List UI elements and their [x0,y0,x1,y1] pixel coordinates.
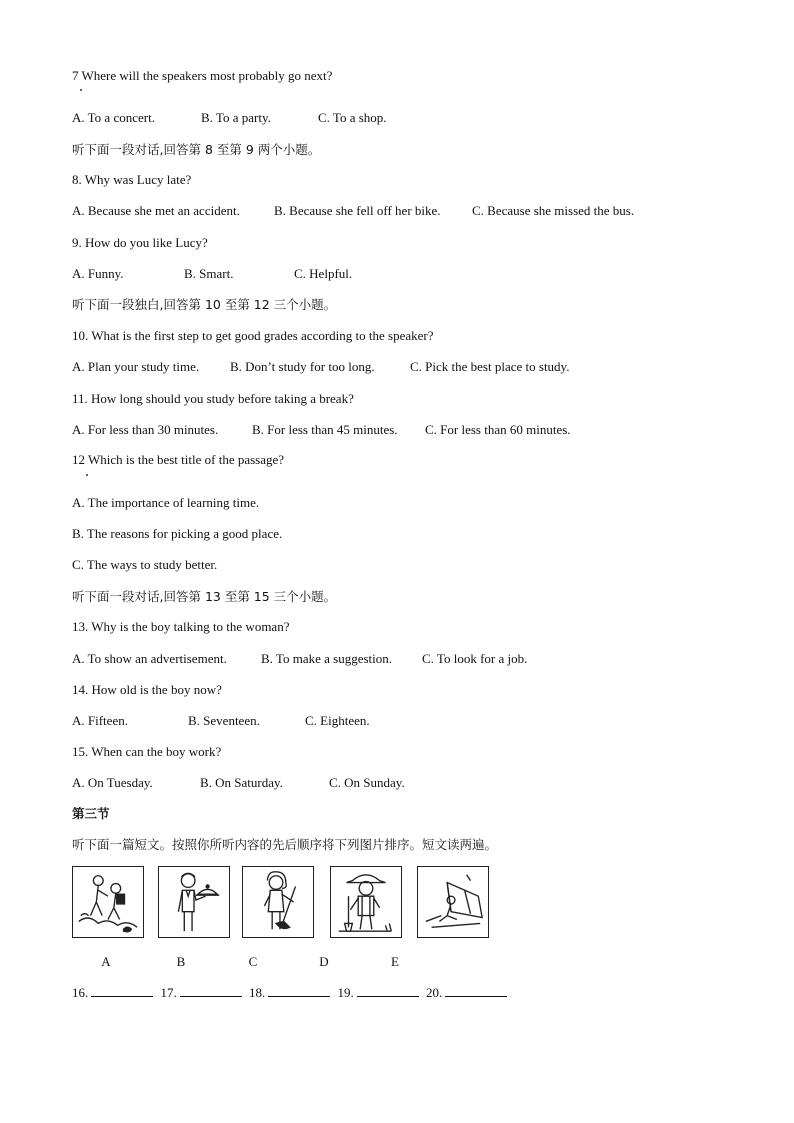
answer-label-18: 18. [249,985,266,1000]
picture-b [158,866,230,938]
q12-option-a: A. The importance of learning time. [72,495,260,510]
q14-option-b: B. Seventeen. [188,713,260,728]
answer-label-19: 19. [337,985,354,1000]
q10-option-a: A. Plan your study time. [72,359,200,374]
q15-question: 15. When can the boy work? [72,744,222,759]
picture-d [330,866,402,938]
answer-blank-17[interactable] [180,984,242,997]
instruction-13-15: 听下面一段对话,回答第 13 至第 15 三个小题。 [72,589,337,604]
q9-option-b: B. Smart. [184,266,234,281]
picture-e [417,866,489,938]
q7-question: 7 Where will the speakers most probably go next? [72,68,333,83]
q9-option-a: A. Funny. [72,266,124,281]
section-instruction: 听下面一篇短文。按照你所听内容的先后顺序将下列图片排序。短文读两遍。 [72,837,498,852]
q11-option-a: A. For less than 30 minutes. [72,422,219,437]
q15-option-a: A. On Tuesday. [72,775,153,790]
answer-row [72,984,511,1001]
q8-option-b: B. Because she fell off her bike. [274,203,441,218]
camping-icon [418,867,488,937]
dot-mark [80,89,82,91]
q8-option-c: C. Because she missed the bus. [472,203,635,218]
picture-label-c: C [248,954,258,969]
farmer-icon [331,867,401,937]
q14-option-c: C. Eighteen. [305,713,370,728]
dot-mark [86,474,88,476]
q13-option-c: C. To look for a job. [422,651,528,666]
q12-option-b: B. The reasons for picking a good place. [72,526,283,541]
q11-question: 11. How long should you study before taking a break? [72,391,354,406]
q7-option-a: A. To a concert. [72,110,155,125]
sweeping-woman-icon [243,867,313,937]
answer-label-16: 16. [72,985,89,1000]
waiter-icon [159,867,229,937]
q13-question: 13. Why is the boy talking to the woman? [72,619,290,634]
picture-label-a: A [101,954,111,969]
q14-question: 14. How old is the boy now? [72,682,222,697]
answer-label-17: 17. [160,985,177,1000]
q10-option-b: B. Don’t study for too long. [230,359,375,374]
q10-question: 10. What is the first step to get good grades according to the speaker? [72,328,434,343]
q15-option-b: B. On Saturday. [200,775,283,790]
q12-option-c: C. The ways to study better. [72,557,218,572]
q10-option-c: C. Pick the best place to study. [410,359,570,374]
answer-blank-16[interactable] [91,984,153,997]
q8-option-a: A. Because she met an accident. [72,203,240,218]
picture-label-b: B [176,954,186,969]
answer-blank-18[interactable] [268,984,330,997]
picture-c [242,866,314,938]
instruction-10-12: 听下面一段独白,回答第 10 至第 12 三个小题。 [72,297,337,312]
q11-option-c: C. For less than 60 minutes. [425,422,571,437]
q9-question: 9. How do you like Lucy? [72,235,208,250]
q15-option-c: C. On Sunday. [329,775,405,790]
picture-a [72,866,144,938]
answer-blank-20[interactable] [445,984,507,997]
instruction-8-9: 听下面一段对话,回答第 8 至第 9 两个小题。 [72,142,321,157]
hikers-icon [73,867,143,937]
q7-option-c: C. To a shop. [318,110,387,125]
answer-blank-19[interactable] [357,984,419,997]
q13-option-a: A. To show an advertisement. [72,651,227,666]
picture-label-d: D [319,954,329,969]
q13-option-b: B. To make a suggestion. [261,651,393,666]
answer-label-20: 20. [426,985,443,1000]
section-title: 第三节 [72,806,110,821]
q7-option-b: B. To a party. [201,110,271,125]
q14-option-a: A. Fifteen. [72,713,128,728]
picture-label-e: E [391,954,399,969]
q9-option-c: C. Helpful. [294,266,353,281]
q11-option-b: B. For less than 45 minutes. [252,422,398,437]
q12-question: 12 Which is the best title of the passage? [72,452,285,467]
q8-question: 8. Why was Lucy late? [72,172,192,187]
